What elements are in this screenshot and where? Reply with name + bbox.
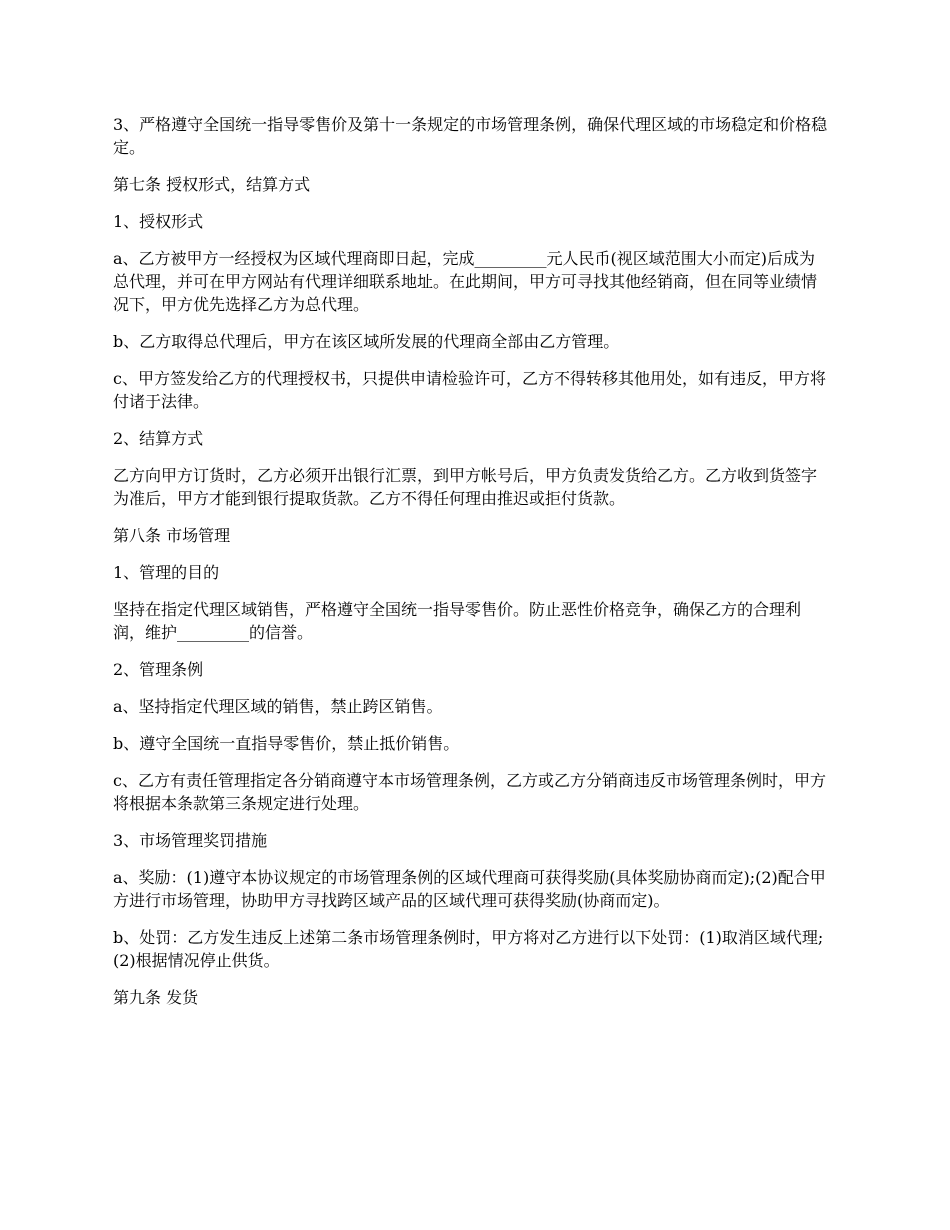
paragraph-penalty: b、处罚：乙方发生违反上述第二条市场管理条例时，甲方将对乙方进行以下处罚：(1)取消区域代理;(2)根据情况停止供货。 bbox=[113, 928, 824, 970]
subheading-settlement-method: 2、结算方式 bbox=[113, 429, 204, 448]
paragraph-authorization-a: a、乙方被甲方一经授权为区域代理商即日起，完成_________元人民币(视区域范围大小而定)后成为总代理，并可在甲方网站有代理详细联系地址。在此期间，甲方可寻找其他经销商，但在同等业绩情况下，甲方优先选择乙方为总代理。 bbox=[113, 249, 818, 314]
subheading-management-rules: 2、管理条例 bbox=[113, 660, 204, 679]
subheading-management-purpose: 1、管理的目的 bbox=[113, 563, 220, 582]
document-body bbox=[113, 113, 831, 1023]
paragraph-rule-b: b、遵守全国统一直指导零售价，禁止抵价销售。 bbox=[113, 734, 460, 753]
paragraph-rule-a: a、坚持指定代理区域的销售，禁止跨区销售。 bbox=[113, 697, 443, 716]
subheading-authorization-form: 1、授权形式 bbox=[113, 212, 204, 231]
paragraph-rule-c: c、乙方有责任管理指定各分销商遵守本市场管理条例，乙方或乙方分销商违反市场管理条例时，甲方将根据本条款第三条规定进行处理。 bbox=[113, 771, 826, 813]
section-heading-article-8: 第八条 市场管理 bbox=[113, 526, 231, 545]
paragraph-authorization-c: c、甲方签发给乙方的代理授权书，只提供申请检验许可，乙方不得转移其他用处，如有违反，甲方将付诸于法律。 bbox=[113, 369, 826, 411]
subheading-rewards-penalties: 3、市场管理奖罚措施 bbox=[113, 831, 268, 850]
section-heading-article-7: 第七条 授权形式，结算方式 bbox=[113, 175, 311, 194]
paragraph-management-purpose: 坚持在指定代理区域销售，严格遵守全国统一指导零售价。防止恶性价格竞争，确保乙方的合理利润，维护_________的信誉。 bbox=[113, 600, 802, 642]
section-heading-article-9: 第九条 发货 bbox=[113, 988, 199, 1007]
paragraph-reward: a、奖励：(1)遵守本协议规定的市场管理条例的区域代理商可获得奖励(具体奖励协商而定);(2)配合甲方进行市场管理，协助甲方寻找跨区域产品的区域代理可获得奖励(协商而定)。 bbox=[113, 868, 826, 910]
paragraph-clause-3: 3、严格遵守全国统一指导零售价及第十一条规定的市场管理条例，确保代理区域的市场稳定和价格稳定。 bbox=[113, 115, 828, 157]
paragraph-authorization-b: b、乙方取得总代理后，甲方在该区域所发展的代理商全部由乙方管理。 bbox=[113, 332, 620, 351]
paragraph-settlement: 乙方向甲方订货时，乙方必须开出银行汇票，到甲方帐号后，甲方负责发货给乙方。乙方收到货签字为准后，甲方才能到银行提取货款。乙方不得任何理由推迟或拒付货款。 bbox=[113, 466, 818, 508]
